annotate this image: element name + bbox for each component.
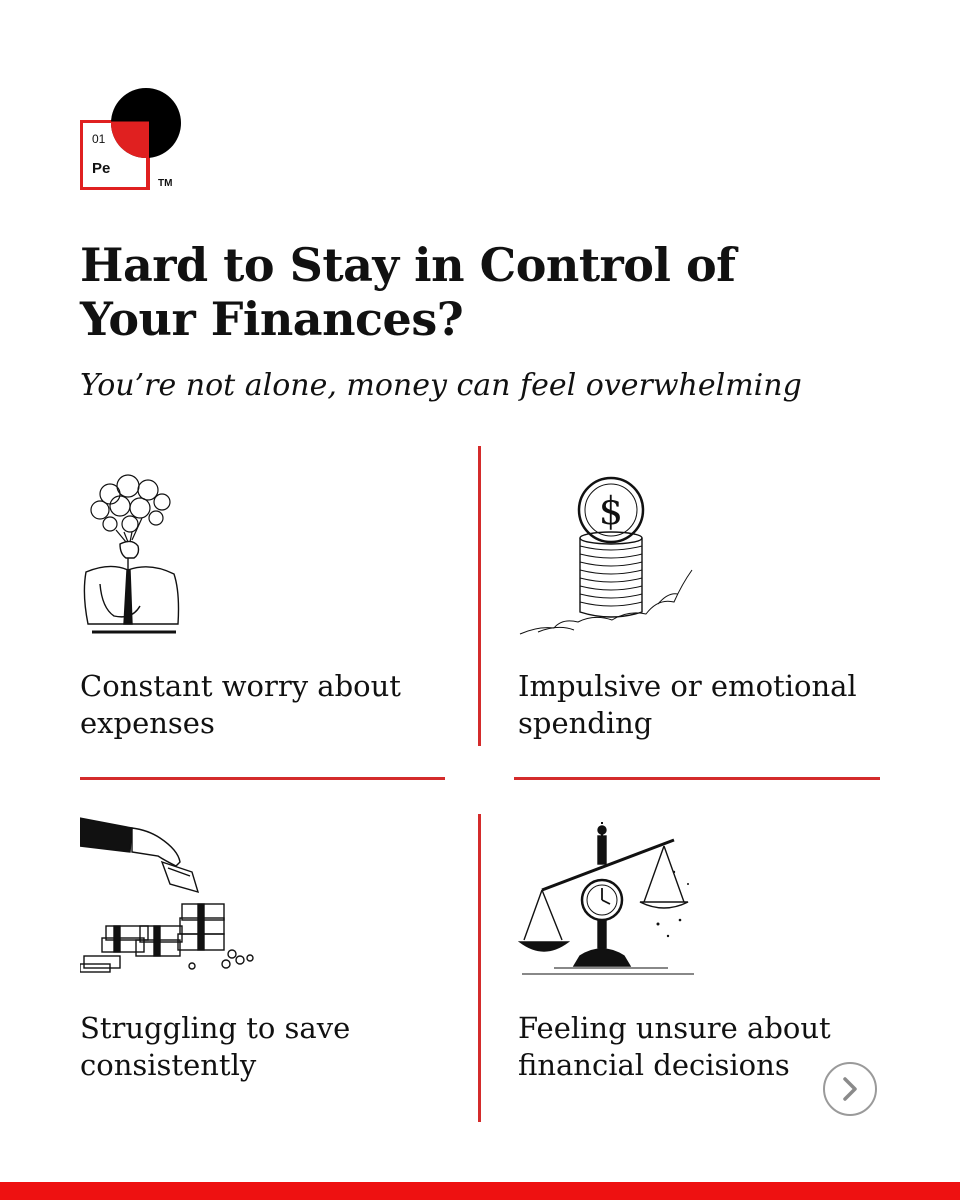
svg-text:$: $ bbox=[598, 489, 624, 533]
page-subtitle: You’re not alone, money can feel overwhelming bbox=[80, 368, 802, 403]
chevron-right-icon bbox=[839, 1077, 861, 1101]
vertical-divider-bottom bbox=[478, 814, 481, 1122]
balance-scale-clock-illustration bbox=[518, 818, 698, 984]
horizontal-divider-right bbox=[514, 777, 880, 780]
page-title bbox=[80, 238, 800, 346]
caption-line: Impulsive or emotional bbox=[518, 669, 857, 703]
caption-line: Feeling unsure about bbox=[518, 1011, 831, 1045]
card-caption-spending bbox=[518, 668, 898, 742]
hand-dropping-money-illustration bbox=[80, 816, 260, 982]
horizontal-divider-left bbox=[80, 777, 445, 780]
caption-line: consistently bbox=[80, 1048, 257, 1082]
caption-line: financial decisions bbox=[518, 1048, 790, 1082]
caption-line: Struggling to save bbox=[80, 1011, 351, 1045]
next-slide-button[interactable] bbox=[823, 1062, 877, 1116]
caption-line: spending bbox=[518, 706, 653, 740]
coin-stack-illustration bbox=[518, 474, 698, 640]
title-line-2: Your Finances? bbox=[80, 292, 464, 346]
vertical-divider-top bbox=[478, 446, 481, 746]
caption-line: Constant worry about bbox=[80, 669, 401, 703]
card-caption-saving bbox=[80, 1010, 460, 1084]
brand-logo bbox=[80, 88, 184, 194]
logo-element-number: 01 bbox=[92, 132, 106, 146]
trademark-mark: TM bbox=[158, 178, 173, 189]
title-line-1: Hard to Stay in Control of bbox=[80, 238, 736, 292]
card-caption-worry bbox=[80, 668, 460, 742]
logo-symbol: Pe bbox=[92, 160, 111, 177]
footer-accent-bar bbox=[0, 1182, 960, 1200]
head-of-flowers-illustration bbox=[80, 474, 184, 640]
caption-line: expenses bbox=[80, 706, 215, 740]
